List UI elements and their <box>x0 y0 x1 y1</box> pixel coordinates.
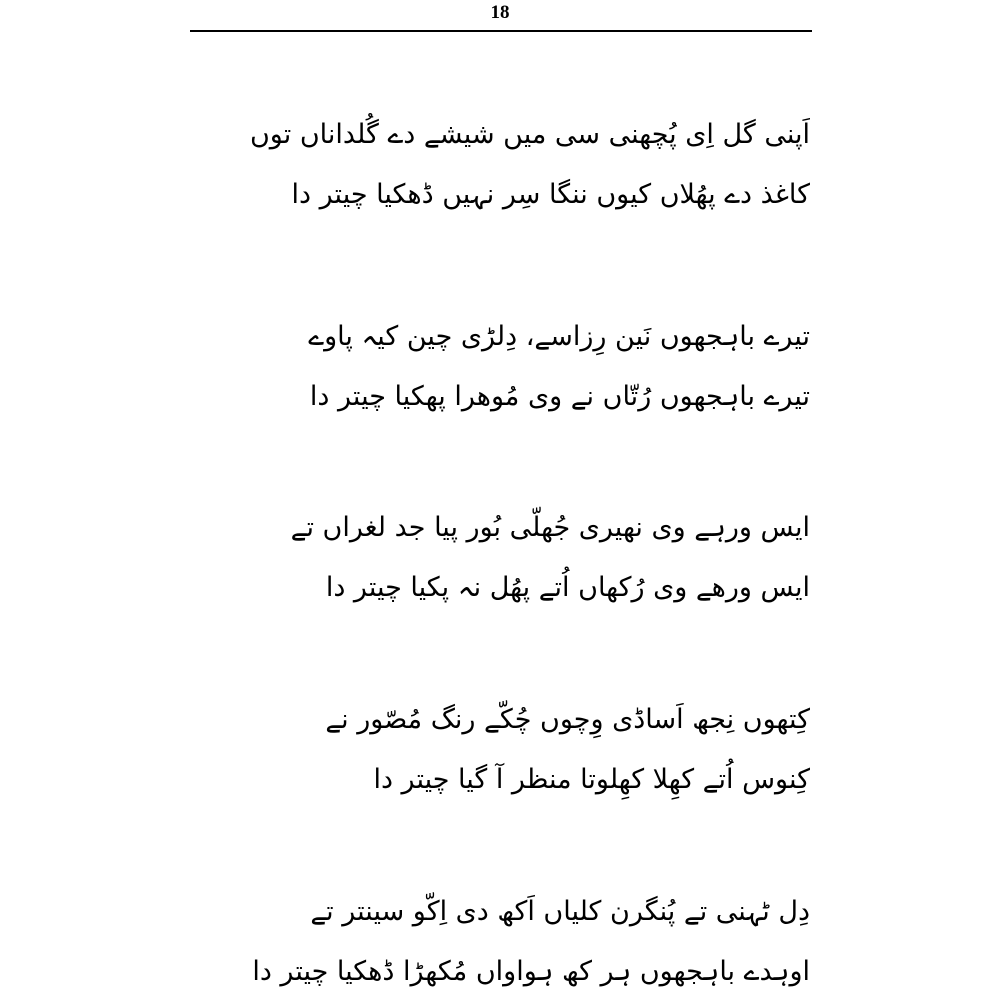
verse-line: دِل ٹہنی تے پُنگرن کلیاں اَکھ دی اِکّو سینتر تے <box>310 896 810 927</box>
page-number: 18 <box>490 2 510 23</box>
header-rule <box>190 30 812 32</box>
stanza <box>190 498 810 618</box>
stanza <box>190 882 810 1002</box>
verse-line: ایس ورھے وی رُکھاں اُتے پھُل نہ پکیا چیتر دا <box>325 572 810 603</box>
verse-line: تیرے باہجھوں رُتّاں نے وی مُوھرا پھکیا چیتر دا <box>309 381 810 412</box>
verse-line: کِتھوں نِجھ اَساڈی وِچوں چُکّے رنگ مُصّور نے <box>325 704 810 735</box>
verse-line: اَپنی گل اِی پُچھنی سی میں شیشے دے گُلداناں توں <box>249 119 810 150</box>
verse-line: کاغذ دے پھُلاں کیوں ننگا سِر نہیں ڈھکیا چیتر دا <box>291 179 810 210</box>
stanza <box>190 690 810 810</box>
verse-line: اوہدے باہجھوں ہر کھ ہواواں مُکھڑا ڈھکیا چیتر دا <box>252 956 810 987</box>
stanza <box>190 307 810 427</box>
verse-line: تیرے باہجھوں نَین رِزاسے، دِلڑی چین کیہ پاوے <box>308 321 810 352</box>
verse-line: ایس ورہے وی نھیری جُھلّی بُور پیا جد لغراں تے <box>290 512 810 543</box>
stanza <box>190 105 810 225</box>
verse-line: کِنوس اُتے کھِلا کھِلوتا منظر آ گیا چیتر دا <box>373 764 810 795</box>
